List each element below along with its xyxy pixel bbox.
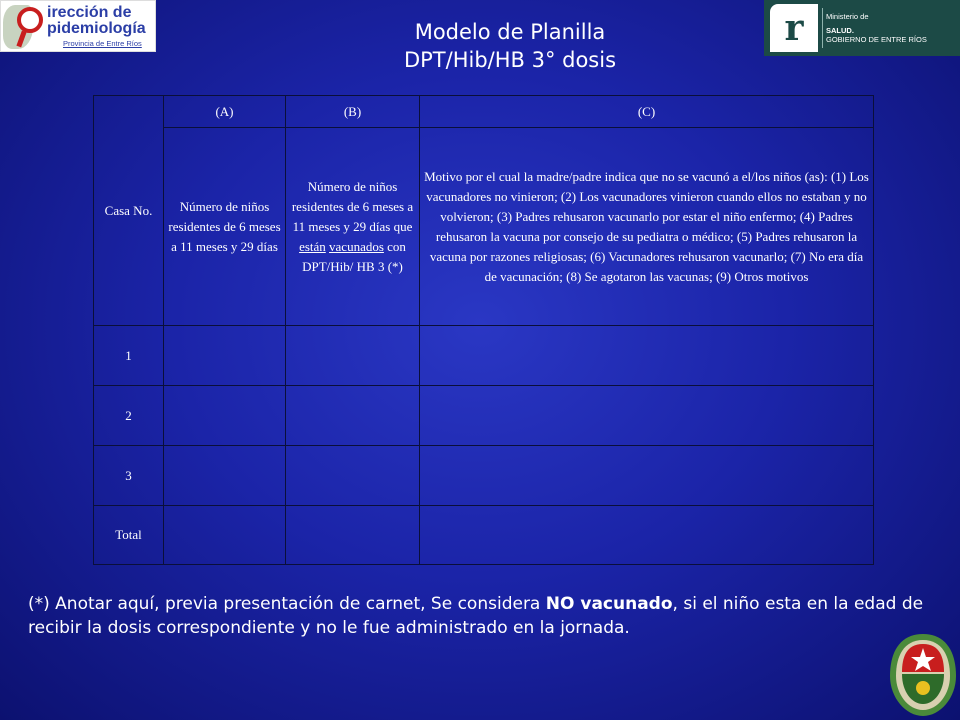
casa-header: Casa No. bbox=[104, 202, 153, 218]
column-header-row bbox=[94, 128, 874, 326]
logo-left-line3: Provincia de Entre Ríos bbox=[63, 39, 142, 48]
header-b-pre: Número de niños residentes de 6 meses a 11 meses y 29 días que bbox=[291, 178, 414, 234]
footnote-post: , si el niño esta en la edad de recibir la dosis correspondiente y no le fue administrado en la jornada. bbox=[28, 594, 924, 638]
logo-right-line1: Ministerio de bbox=[826, 12, 869, 21]
page-subtitle: DPT/Hib/HB 3° dosis bbox=[403, 48, 617, 72]
row-label: 2 bbox=[94, 386, 164, 446]
row-label-total: Total bbox=[94, 506, 164, 565]
cell-b[interactable] bbox=[286, 506, 420, 565]
epidemiologia-logo bbox=[0, 0, 156, 52]
cell-c[interactable] bbox=[420, 506, 874, 565]
footnote-bold: NO vacunado bbox=[545, 594, 673, 614]
table-row bbox=[94, 386, 874, 446]
magnifier-icon bbox=[17, 7, 43, 33]
total-row bbox=[94, 506, 874, 565]
logo-divider bbox=[822, 8, 823, 48]
col-b-letter: (B) bbox=[286, 96, 420, 128]
vaccination-table bbox=[93, 95, 874, 565]
cell-a[interactable] bbox=[164, 506, 286, 565]
cell-a[interactable] bbox=[164, 386, 286, 446]
header-c: Motivo por el cual la madre/padre indica que no se vacunó a el/los niños (as): (1) Los vacunadores no vinieron; (2) Los vacunadores vinieron cuando ellos no estaban y no volvieron; (3) Padres rehusaron vacunarlo por estar el niño enfermo; (4) Padres rehusaron la vacuna por consejo de su pediatra o médico; (5) Padres rehusaron la vacuna por razones religiosas; (6) Vacunadores rehusaron vacunarlo; (7) No era día de vacunación; (8) Se agotaron las vacunas; (9) Otros motivos bbox=[420, 128, 874, 326]
logo-left-line2: pidemiología bbox=[47, 20, 146, 37]
table-row bbox=[94, 446, 874, 506]
footnote-pre: (*) Anotar aquí, previa presentación de carnet, Se considera bbox=[28, 594, 546, 614]
page-title: Modelo de Planilla bbox=[414, 20, 606, 44]
cell-c[interactable] bbox=[420, 446, 874, 506]
logo-right-line3: GOBIERNO DE ENTRE RÍOS bbox=[826, 35, 927, 44]
column-letter-row bbox=[94, 96, 874, 128]
cell-b[interactable] bbox=[286, 386, 420, 446]
casa-header-cell bbox=[94, 96, 164, 326]
header-a: Número de niños residentes de 6 meses a 11 meses y 29 días bbox=[164, 128, 286, 326]
cell-a[interactable] bbox=[164, 446, 286, 506]
header-b-cell bbox=[286, 128, 420, 326]
table-row bbox=[94, 326, 874, 386]
cell-c[interactable] bbox=[420, 386, 874, 446]
ministerio-salud-logo bbox=[764, 0, 960, 56]
header-b-post: con DPT/Hib/ HB 3 (*) bbox=[302, 238, 406, 274]
header-b-u1: están bbox=[299, 238, 326, 254]
cell-a[interactable] bbox=[164, 326, 286, 386]
col-c-letter: (C) bbox=[420, 96, 874, 128]
cell-c[interactable] bbox=[420, 326, 874, 386]
province-seal-icon bbox=[888, 632, 958, 718]
logo-right-line2: SALUD. bbox=[826, 26, 854, 35]
row-label: 3 bbox=[94, 446, 164, 506]
row-label: 1 bbox=[94, 326, 164, 386]
col-a-letter: (A) bbox=[164, 96, 286, 128]
cell-b[interactable] bbox=[286, 326, 420, 386]
ministry-mark-icon: r bbox=[770, 4, 818, 52]
cell-b[interactable] bbox=[286, 446, 420, 506]
logo-left-line1: irección de bbox=[47, 4, 132, 21]
header-b-u2: vacunados bbox=[329, 238, 384, 254]
footnote bbox=[28, 592, 940, 640]
